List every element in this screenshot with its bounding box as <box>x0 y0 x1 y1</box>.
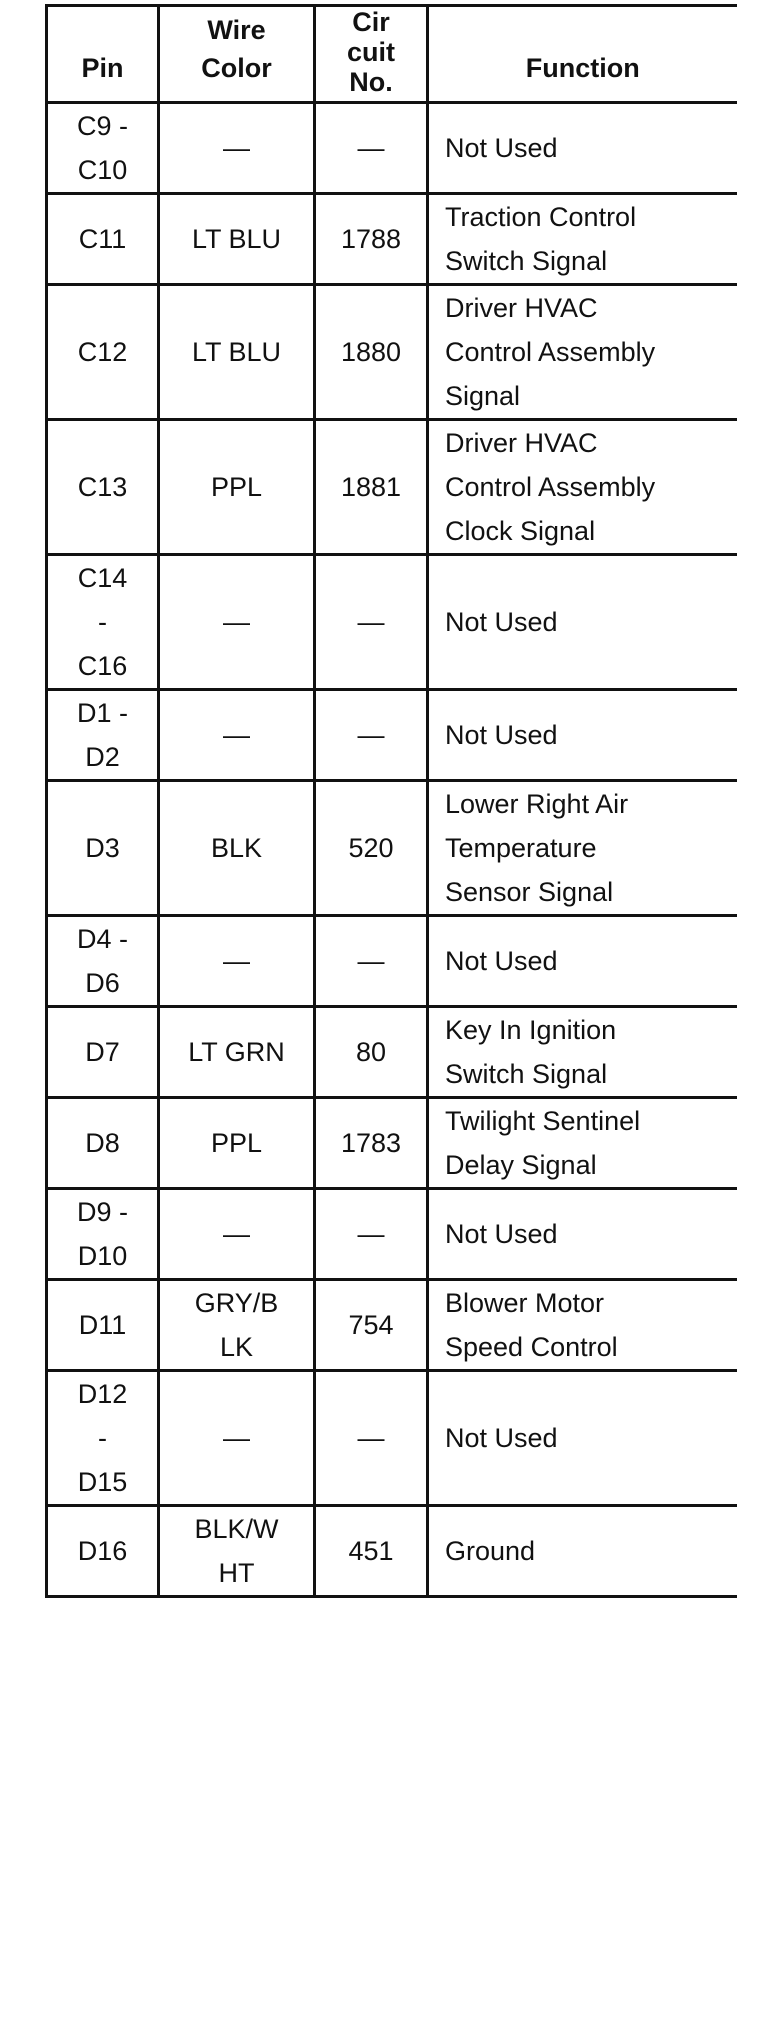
wire-color-cell <box>159 285 315 420</box>
cell-text-line: 80 <box>355 1037 387 1067</box>
cell-text-line: Not Used <box>445 1219 558 1249</box>
cell-text-line: - <box>98 607 107 637</box>
cell-text-line: LK <box>219 1332 254 1362</box>
function-cell <box>428 194 737 285</box>
wire-color-cell <box>159 781 315 916</box>
table-row <box>47 285 737 420</box>
cell-text-line: D8 <box>85 1128 120 1158</box>
header-row <box>47 6 737 103</box>
table-header <box>47 6 737 103</box>
cell-text-line: — <box>223 1423 250 1453</box>
circuit-number-cell <box>315 1371 428 1506</box>
cell-text-line: LT GRN <box>188 1037 285 1067</box>
pin-cell <box>47 1189 159 1280</box>
cell-text-line: C14 <box>77 563 128 593</box>
cell-text-line: GRY/B <box>194 1288 279 1318</box>
cell-text-line: D11 <box>78 1310 127 1340</box>
cell-text-line: Not Used <box>445 133 558 163</box>
cell-text-line: C10 <box>77 155 128 185</box>
cell-text-line: Switch Signal <box>445 1059 608 1089</box>
function-cell <box>428 1189 737 1280</box>
table-row <box>47 1098 737 1189</box>
header-text-line: cuit <box>346 37 395 67</box>
pinout-table <box>45 4 737 1598</box>
wire-color-cell <box>159 916 315 1007</box>
function-cell <box>428 420 737 555</box>
table-row <box>47 781 737 916</box>
cell-text-line: Not Used <box>445 946 558 976</box>
cell-text-line: Lower Right Air <box>445 789 629 819</box>
cell-text-line: — <box>357 1423 385 1453</box>
cell-text-line: — <box>223 133 250 163</box>
cell-text-line: — <box>223 946 250 976</box>
cell-text-line: Temperature <box>445 833 597 863</box>
circuit-number-cell <box>315 1007 428 1098</box>
function-cell <box>428 285 737 420</box>
cell-text-line: Not Used <box>445 720 558 750</box>
pin-cell <box>47 690 159 781</box>
cell-text-line: — <box>357 607 385 637</box>
header-text-line: Cir <box>352 7 390 37</box>
cell-text-line: 1880 <box>340 337 402 367</box>
cell-text-line: D2 <box>85 742 120 772</box>
wire-color-cell <box>159 1007 315 1098</box>
pin-cell <box>47 1506 159 1597</box>
table-body <box>47 103 737 1597</box>
cell-text-line: 520 <box>348 833 394 863</box>
cell-text-line: — <box>357 133 385 163</box>
pin-cell <box>47 781 159 916</box>
function-cell <box>428 690 737 781</box>
wire-color-cell <box>159 1280 315 1371</box>
cell-text-line: PPL <box>210 472 263 502</box>
table-row <box>47 420 737 555</box>
header-function <box>428 6 737 103</box>
function-cell <box>428 555 737 690</box>
cell-text-line: LT BLU <box>191 337 282 367</box>
cell-text-line: D16 <box>77 1536 128 1566</box>
table-row <box>47 1506 737 1597</box>
function-cell <box>428 1371 737 1506</box>
cell-text-line: Speed Control <box>445 1332 618 1362</box>
table-row <box>47 1371 737 1506</box>
header-pin <box>47 6 159 103</box>
table-row <box>47 103 737 194</box>
pin-cell <box>47 1098 159 1189</box>
wire-color-cell <box>159 1098 315 1189</box>
cell-text-line: 754 <box>348 1310 394 1340</box>
cell-text-line: D7 <box>85 1037 120 1067</box>
pin-cell <box>47 555 159 690</box>
header-text-line: Color <box>201 53 272 83</box>
cell-text-line: Control Assembly <box>445 337 656 367</box>
cell-text-line: C9 - <box>76 111 128 141</box>
cell-text-line: — <box>223 607 250 637</box>
function-cell <box>428 781 737 916</box>
function-cell <box>428 1098 737 1189</box>
wire-color-cell <box>159 103 315 194</box>
circuit-number-cell <box>315 781 428 916</box>
wire-color-cell <box>159 690 315 781</box>
cell-text-line: D1 - <box>76 698 128 728</box>
cell-text-line: D10 <box>77 1241 128 1271</box>
pin-cell <box>47 1371 159 1506</box>
header-text-line: No. <box>349 67 393 97</box>
pin-cell <box>47 285 159 420</box>
table-row <box>47 1007 737 1098</box>
cell-text-line: Not Used <box>445 1423 558 1453</box>
function-cell <box>428 916 737 1007</box>
circuit-number-cell <box>315 1506 428 1597</box>
wire-color-cell <box>159 420 315 555</box>
circuit-number-cell <box>315 555 428 690</box>
cell-text-line: PPL <box>210 1128 263 1158</box>
cell-text-line: D15 <box>77 1467 128 1497</box>
cell-text-line: LT BLU <box>191 224 282 254</box>
circuit-number-cell <box>315 420 428 555</box>
cell-text-line: D3 <box>85 833 120 863</box>
circuit-number-cell <box>315 690 428 781</box>
header-circuit-no <box>315 6 428 103</box>
cell-text-line: C16 <box>77 651 128 681</box>
wire-color-cell <box>159 1189 315 1280</box>
header-text-line: Pin <box>81 53 124 83</box>
cell-text-line: C11 <box>78 224 127 254</box>
table-row <box>47 1189 737 1280</box>
cell-text-line: 1783 <box>340 1128 402 1158</box>
table-row <box>47 555 737 690</box>
cell-text-line: 1881 <box>340 472 402 502</box>
cell-text-line: C12 <box>77 337 128 367</box>
pin-cell <box>47 1280 159 1371</box>
cell-text-line: Control Assembly <box>445 472 656 502</box>
header-text-line: Function <box>525 53 640 83</box>
cell-text-line: C13 <box>77 472 128 502</box>
cell-text-line: - <box>98 1423 107 1453</box>
cell-text-line: — <box>223 1219 250 1249</box>
cell-text-line: D4 - <box>76 924 128 954</box>
wire-color-cell <box>159 194 315 285</box>
wire-color-cell <box>159 555 315 690</box>
cell-text-line: — <box>357 946 385 976</box>
function-cell <box>428 1280 737 1371</box>
circuit-number-cell <box>315 1189 428 1280</box>
cell-text-line: HT <box>218 1558 255 1588</box>
circuit-number-cell <box>315 194 428 285</box>
circuit-number-cell <box>315 285 428 420</box>
cell-text-line: D12 <box>77 1379 128 1409</box>
circuit-number-cell <box>315 916 428 1007</box>
cell-text-line: D6 <box>85 968 120 998</box>
cell-text-line: 451 <box>348 1536 394 1566</box>
header-text-line: Wire <box>207 15 266 45</box>
cell-text-line: Traction Control <box>445 202 637 232</box>
table-row <box>47 194 737 285</box>
pin-cell <box>47 1007 159 1098</box>
circuit-number-cell <box>315 103 428 194</box>
pin-cell <box>47 194 159 285</box>
cell-text-line: — <box>223 720 250 750</box>
cell-text-line: Driver HVAC <box>445 293 598 323</box>
circuit-number-cell <box>315 1280 428 1371</box>
cell-text-line: Ground <box>445 1536 536 1566</box>
pin-cell <box>47 916 159 1007</box>
cell-text-line: D9 - <box>76 1197 128 1227</box>
table-row <box>47 916 737 1007</box>
function-cell <box>428 1007 737 1098</box>
cell-text-line: Delay Signal <box>445 1150 597 1180</box>
cell-text-line: Driver HVAC <box>445 428 598 458</box>
cell-text-line: Twilight Sentinel <box>445 1106 641 1136</box>
cell-text-line: BLK/W <box>194 1514 279 1544</box>
cell-text-line: Sensor Signal <box>445 877 614 907</box>
cell-text-line: Key In Ignition <box>445 1015 617 1045</box>
header-wire-color <box>159 6 315 103</box>
cell-text-line: Not Used <box>445 607 558 637</box>
cell-text-line: — <box>357 1219 385 1249</box>
function-cell <box>428 103 737 194</box>
cell-text-line: 1788 <box>340 224 402 254</box>
function-cell <box>428 1506 737 1597</box>
cell-text-line: Switch Signal <box>445 246 608 276</box>
cell-text-line: Clock Signal <box>445 516 596 546</box>
cell-text-line: Blower Motor <box>445 1288 605 1318</box>
wire-color-cell <box>159 1506 315 1597</box>
pin-cell <box>47 420 159 555</box>
cell-text-line: Signal <box>445 381 521 411</box>
table-row <box>47 690 737 781</box>
pin-cell <box>47 103 159 194</box>
wire-color-cell <box>159 1371 315 1506</box>
cell-text-line: — <box>357 720 385 750</box>
circuit-number-cell <box>315 1098 428 1189</box>
table-row <box>47 1280 737 1371</box>
cell-text-line: BLK <box>210 833 263 863</box>
